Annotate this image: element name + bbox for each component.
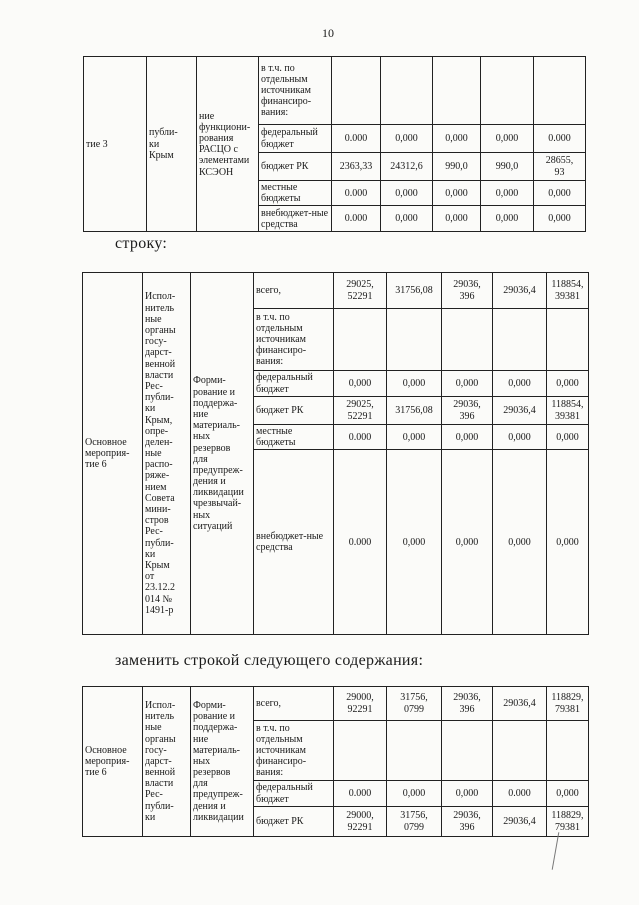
measure-cell: тие 3 (84, 57, 147, 232)
caption-replace-label: заменить строкой следующего содержания: (115, 652, 424, 669)
value-cell: 0.000 (334, 781, 387, 807)
value-cell: 31756,08 (387, 273, 442, 309)
funding-source-label: в т.ч. по отдельным источникам финансиро-вания: (254, 309, 334, 371)
value-cell: 0,000 (387, 781, 442, 807)
funding-source-label: местные бюджеты (259, 181, 332, 206)
measure-name-cell: ние функциони- рования РАСЦО с элементами КСЭОН (197, 57, 259, 232)
value-cell: 29036, 396 (442, 687, 493, 721)
executor-cell: публи- ки Крым (147, 57, 197, 232)
value-cell: 0,000 (442, 450, 493, 635)
value-cell (334, 721, 387, 781)
value-cell: 28655, 93 (534, 153, 586, 181)
budget-table-old-row (82, 272, 589, 635)
value-cell (433, 57, 481, 125)
value-cell: 0,000 (493, 425, 547, 450)
value-cell: 24312,6 (381, 153, 433, 181)
value-cell: 0,000 (442, 371, 493, 397)
value-cell (334, 309, 387, 371)
value-cell (481, 57, 534, 125)
funding-source-label: бюджет РК (254, 807, 334, 837)
value-cell: 0,000 (493, 371, 547, 397)
value-cell: 0,000 (334, 371, 387, 397)
value-cell: 0,000 (433, 125, 481, 153)
funding-source-label: местные бюджеты (254, 425, 334, 450)
value-cell: 0,000 (547, 450, 589, 635)
value-cell (493, 721, 547, 781)
value-cell: 0,000 (387, 425, 442, 450)
funding-source-label: всего, (254, 273, 334, 309)
value-cell (387, 309, 442, 371)
value-cell: 0,000 (381, 181, 433, 206)
funding-source-label: всего, (254, 687, 334, 721)
scan-artifact-line (552, 832, 560, 870)
funding-source-label: федеральный бюджет (259, 125, 332, 153)
budget-table-new-row (82, 686, 589, 837)
value-cell (442, 721, 493, 781)
funding-source-label: в т.ч. по отдельным источникам финансиро-вания: (254, 721, 334, 781)
value-cell (387, 721, 442, 781)
value-cell: 29036,4 (493, 273, 547, 309)
value-cell: 0.000 (334, 425, 387, 450)
value-cell: 29025, 52291 (334, 273, 387, 309)
value-cell: 0,000 (547, 425, 589, 450)
value-cell: 31756, 0799 (387, 687, 442, 721)
value-cell (381, 57, 433, 125)
funding-source-label: федеральный бюджет (254, 371, 334, 397)
executor-cell: Испол- нитель ные органы госу- дарст- венной власти Рес- публи- ки (143, 687, 191, 837)
value-cell: 0,000 (433, 181, 481, 206)
value-cell: 0,000 (547, 371, 589, 397)
value-cell: 0,000 (534, 206, 586, 232)
value-cell: 0.000 (332, 206, 381, 232)
value-cell (332, 57, 381, 125)
funding-source-label: внебюджет-ные средства (259, 206, 332, 232)
value-cell: 0.000 (493, 781, 547, 807)
measure-cell: Основное мероприя-тие 6 (83, 687, 143, 837)
value-cell: 0,000 (547, 781, 589, 807)
value-cell (534, 57, 586, 125)
value-cell: 0.000 (332, 125, 381, 153)
value-cell: 118854, 39381 (547, 397, 589, 425)
funding-source-label: внебюджет-ные средства (254, 450, 334, 635)
value-cell: 990,0 (433, 153, 481, 181)
value-cell: 0,000 (442, 781, 493, 807)
value-cell: 29036, 396 (442, 397, 493, 425)
value-cell: 0,000 (493, 450, 547, 635)
value-cell: 31756, 0799 (387, 807, 442, 837)
value-cell: 29025, 52291 (334, 397, 387, 425)
value-cell: 0,000 (481, 181, 534, 206)
measure-name-cell: Форми- рование и поддержа- ние материаль- ных резервов для предупреж- дения и ликвидации чрезвычай- ных ситуаций (191, 273, 254, 635)
value-cell: 2363,33 (332, 153, 381, 181)
value-cell: 29036,4 (493, 687, 547, 721)
funding-source-label: бюджет РК (259, 153, 332, 181)
value-cell (493, 309, 547, 371)
value-cell: 0.000 (534, 125, 586, 153)
executor-cell: Испол- нитель ные органы госу- дарст- венной власти Рес- публи- ки Крым, опре- делен- ные распо- ряже- нием Совета мини- стров Рес- публи- ки Крым от 23.12.2 014 № 1491-р (143, 273, 191, 635)
budget-table-continued (83, 56, 586, 232)
value-cell (547, 309, 589, 371)
value-cell: 990,0 (481, 153, 534, 181)
value-cell (547, 721, 589, 781)
funding-source-label: бюджет РК (254, 397, 334, 425)
value-cell: 29000, 92291 (334, 807, 387, 837)
value-cell: 0,000 (481, 206, 534, 232)
value-cell (442, 309, 493, 371)
value-cell: 118829, 79381 (547, 807, 589, 837)
value-cell: 0,000 (387, 450, 442, 635)
value-cell: 29036,4 (493, 807, 547, 837)
value-cell: 118829, 79381 (547, 687, 589, 721)
value-cell: 0,000 (381, 206, 433, 232)
value-cell: 0.000 (334, 450, 387, 635)
value-cell: 29036, 396 (442, 807, 493, 837)
measure-cell: Основное мероприя-тие 6 (83, 273, 143, 635)
funding-source-label: в т.ч. по отдельным источникам финансиро-вания: (259, 57, 332, 125)
value-cell: 29000, 92291 (334, 687, 387, 721)
value-cell: 0,000 (381, 125, 433, 153)
value-cell: 29036, 396 (442, 273, 493, 309)
value-cell: 0.000 (332, 181, 381, 206)
value-cell: 0,000 (481, 125, 534, 153)
value-cell: 0,000 (442, 425, 493, 450)
value-cell: 118854, 39381 (547, 273, 589, 309)
value-cell: 0,000 (534, 181, 586, 206)
page-number: 10 (322, 26, 334, 40)
value-cell: 31756,08 (387, 397, 442, 425)
caption-row-label: строку: (115, 235, 168, 252)
measure-name-cell: Форми- рование и поддержа- ние материаль- ных резервов для предупреж- дения и ликвидации (191, 687, 254, 837)
value-cell: 0,000 (387, 371, 442, 397)
funding-source-label: федеральный бюджет (254, 781, 334, 807)
value-cell: 29036,4 (493, 397, 547, 425)
value-cell: 0,000 (433, 206, 481, 232)
